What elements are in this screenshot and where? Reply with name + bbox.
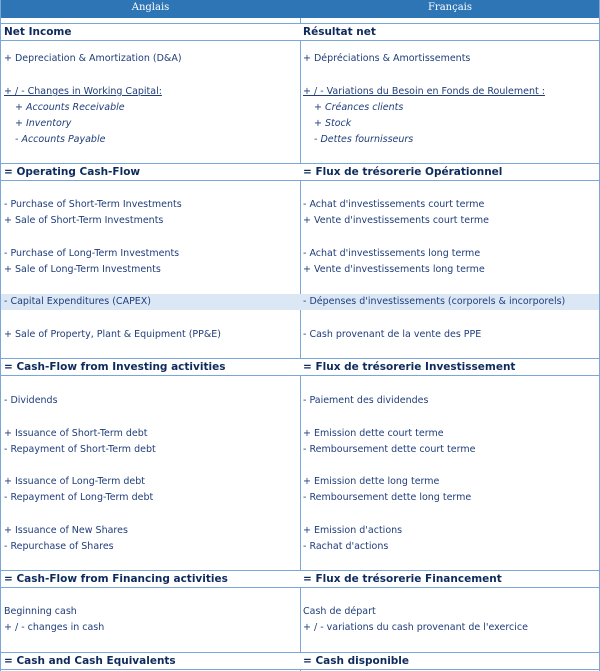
table-row	[1, 51, 599, 67]
header-french: Français	[427, 2, 472, 13]
row-label-en: - Accounts Payable	[15, 134, 106, 145]
section-cash-equivalents	[1, 652, 599, 670]
row-label-fr: + / - Variations du Besoin en Fonds de Roulement :	[303, 86, 545, 97]
section-investing-cash-flow	[1, 358, 599, 376]
section-label-fr: = Flux de trésorerie Investissement	[303, 361, 516, 373]
row-label-en: + Sale of Short-Term Investments	[4, 215, 164, 226]
section-label-en: Net Income	[4, 26, 72, 38]
row-label-en: - Repurchase of Shares	[4, 541, 114, 552]
table-row	[1, 116, 599, 132]
table-row	[1, 604, 599, 620]
table-row	[1, 393, 599, 409]
row-label-en: + Issuance of Short-Term debt	[4, 428, 148, 439]
row-label-en: - Capital Expenditures (CAPEX)	[4, 296, 152, 307]
table-row	[1, 426, 599, 442]
row-label-fr: - Rachat d'actions	[303, 541, 389, 552]
row-label-en: - Purchase of Long-Term Investments	[4, 248, 180, 259]
row-label-fr: + Stock	[314, 118, 352, 129]
table-row-highlighted	[1, 294, 599, 310]
row-label-en: - Repayment of Long-Term debt	[4, 492, 154, 503]
row-label-en: + / - Changes in Working Capital:	[4, 86, 162, 97]
row-label-en: + Depreciation & Amortization (D&A)	[4, 53, 182, 64]
table-row	[1, 197, 599, 213]
section-label-fr: = Cash disponible	[303, 655, 410, 667]
section-label-en: = Cash-Flow from Investing activities	[4, 361, 226, 373]
section-label-fr: = Flux de trésorerie Financement	[303, 573, 502, 585]
row-label-fr: - Dépenses d'investissements (corporels & incorporels)	[303, 296, 566, 307]
section-net-income	[1, 23, 599, 41]
row-label-en: + Issuance of Long-Term debt	[4, 476, 146, 487]
row-label-fr: - Remboursement dette long terme	[303, 492, 472, 503]
row-label-fr: + Vente d'investissements long terme	[303, 264, 485, 275]
row-label-fr: + Emission dette long terme	[303, 476, 440, 487]
row-label-en: - Purchase of Short-Term Investments	[4, 199, 182, 210]
table-row	[1, 327, 599, 343]
section-label-en: = Cash and Cash Equivalents	[4, 655, 176, 667]
row-label-fr: Cash de départ	[303, 606, 376, 617]
table-row	[1, 100, 599, 116]
row-label-fr: + Emission d'actions	[303, 525, 403, 536]
table-row	[1, 442, 599, 458]
row-label-en: + Issuance of New Shares	[4, 525, 128, 536]
row-label-fr: - Achat d'investissements court terme	[303, 199, 485, 210]
table-row	[1, 262, 599, 278]
row-label-fr: + Vente d'investissements court terme	[303, 215, 489, 226]
row-label-fr: + Dépréciations & Amortissements	[303, 53, 471, 64]
section-financing-cash-flow	[1, 570, 599, 588]
row-label-fr: - Cash provenant de la vente des PPE	[303, 329, 482, 340]
row-label-fr: - Paiement des dividendes	[303, 395, 429, 406]
section-label-fr: Résultat net	[303, 26, 376, 38]
table-row	[1, 474, 599, 490]
section-label-en: = Operating Cash-Flow	[4, 166, 141, 178]
table-row	[1, 84, 599, 100]
section-operating-cash-flow	[1, 163, 599, 181]
row-label-fr: + / - variations du cash provenant de l'exercice	[303, 622, 528, 633]
table-row	[1, 246, 599, 262]
row-label-en: + Inventory	[15, 118, 72, 129]
row-label-en: Beginning cash	[4, 606, 77, 617]
table-row	[1, 523, 599, 539]
row-label-fr: - Achat d'investissements long terme	[303, 248, 481, 259]
row-label-en: + Accounts Receivable	[15, 102, 125, 113]
section-label-fr: = Flux de trésorerie Opérationnel	[303, 166, 503, 178]
row-label-fr: + Créances clients	[314, 102, 404, 113]
row-label-en: - Dividends	[4, 395, 58, 406]
row-label-fr: + Emission dette court terme	[303, 428, 444, 439]
table-row	[1, 213, 599, 229]
row-label-fr: - Remboursement dette court terme	[303, 444, 476, 455]
table-row	[1, 539, 599, 555]
row-label-fr: - Dettes fournisseurs	[314, 134, 414, 145]
row-label-en: - Repayment of Short-Term debt	[4, 444, 156, 455]
row-label-en: + / - changes in cash	[4, 622, 105, 633]
table-header	[1, 0, 599, 18]
table-row	[1, 132, 599, 148]
row-label-en: + Sale of Property, Plant & Equipment (PP&E)	[4, 329, 222, 340]
header-english: Anglais	[131, 2, 170, 13]
table-row	[1, 490, 599, 506]
row-label-en: + Sale of Long-Term Investments	[4, 264, 161, 275]
section-label-en: = Cash-Flow from Financing activities	[4, 573, 228, 585]
table-row	[1, 620, 599, 636]
